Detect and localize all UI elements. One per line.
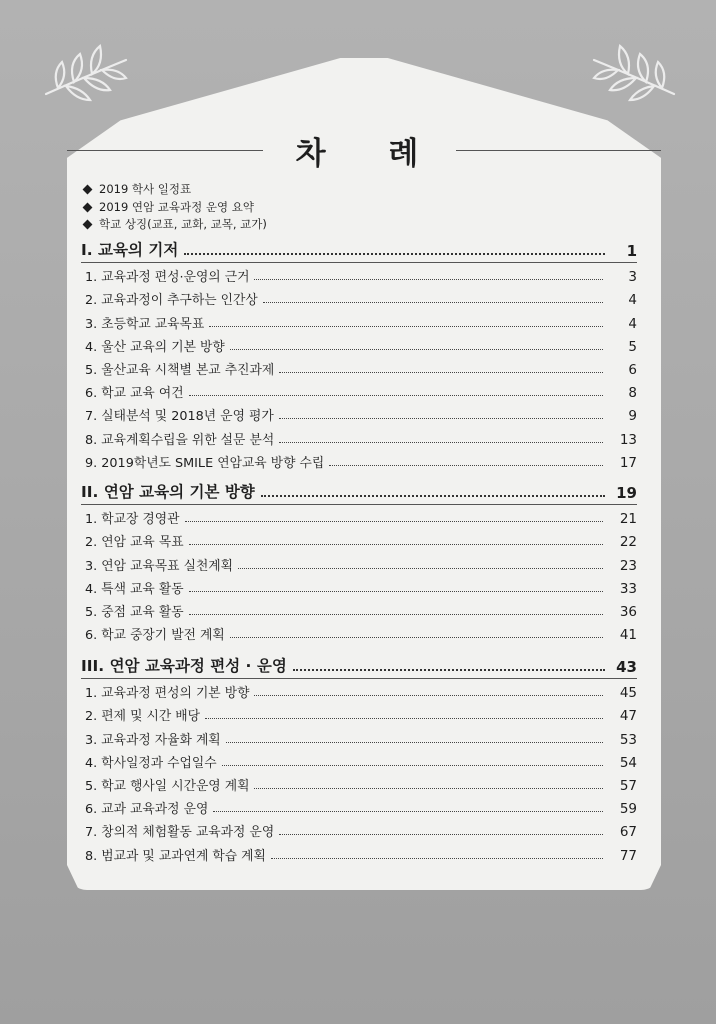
toc-entry[interactable] (85, 262, 637, 285)
entry-page-number: 6 (628, 361, 637, 378)
page-title: 차 례 (295, 136, 445, 172)
entry-label: 9. 2019학년도 SMILE 연암교육 방향 수립 (85, 455, 325, 471)
section-2-entries (85, 504, 637, 643)
dot-leader (329, 465, 603, 466)
section-heading-2[interactable] (81, 480, 637, 502)
toc-entry[interactable] (85, 724, 637, 747)
toc-entry[interactable] (85, 332, 637, 355)
entry-label: 3. 초등학교 교육목표 (85, 316, 205, 332)
entry-label: 4. 울산 교육의 기본 방향 (85, 339, 225, 355)
toc-entry[interactable] (85, 550, 637, 573)
section-3-entries (85, 678, 637, 864)
entry-label: 1. 교육과정 편성·운영의 근거 (85, 270, 250, 286)
preface-item[interactable] (81, 181, 267, 199)
section-heading-1[interactable] (81, 238, 637, 260)
preface-item[interactable] (81, 199, 267, 217)
dot-leader (261, 495, 605, 497)
entry-label: 4. 특색 교육 활동 (85, 581, 184, 597)
toc-entry[interactable] (85, 701, 637, 724)
dot-leader (184, 253, 605, 255)
entry-page-number: 54 (619, 754, 637, 771)
entry-page-number: 77 (619, 847, 637, 864)
section-page-number: 1 (626, 242, 637, 260)
section-heading-label: III. 연암 교육과정 편성 · 운영 (81, 657, 287, 675)
dot-leader (279, 372, 603, 373)
dot-leader (230, 349, 603, 350)
section-page-number: 43 (616, 658, 637, 676)
entry-page-number: 41 (619, 627, 637, 644)
entry-page-number: 53 (619, 731, 637, 748)
dot-leader (222, 765, 603, 766)
dot-leader (205, 718, 603, 719)
entry-page-number: 45 (619, 685, 637, 702)
dot-leader (238, 568, 603, 569)
entry-label: 2. 연암 교육 목표 (85, 535, 184, 551)
dot-leader (254, 695, 603, 696)
toc-entry[interactable] (85, 448, 637, 471)
entry-page-number: 59 (619, 801, 637, 818)
toc-entry[interactable] (85, 817, 637, 840)
dot-leader (189, 544, 603, 545)
entry-label: 1. 교육과정 편성의 기본 방향 (85, 686, 250, 702)
entry-page-number: 36 (619, 603, 637, 620)
entry-page-number: 22 (619, 534, 637, 551)
entry-page-number: 67 (619, 824, 637, 841)
dot-leader (185, 521, 603, 522)
entry-label: 3. 연암 교육목표 실천계획 (85, 558, 234, 574)
toc-entry[interactable] (85, 574, 637, 597)
entry-label: 5. 학교 행사일 시간운영 계획 (85, 778, 250, 794)
entry-page-number: 21 (619, 511, 637, 528)
dot-leader (279, 418, 603, 419)
entry-page-number: 8 (628, 385, 637, 402)
leaf-ornament-icon (40, 38, 130, 108)
dot-leader (226, 742, 603, 743)
dot-leader (279, 834, 603, 835)
preface-item-label: 2019 학사 일정표 (99, 182, 192, 196)
entry-label: 6. 학교 중장기 발전 계획 (85, 628, 225, 644)
dot-leader (230, 637, 603, 638)
toc-entry[interactable] (85, 424, 637, 447)
diamond-bullet-icon (83, 202, 93, 212)
toc-entry[interactable] (85, 794, 637, 817)
leaf-ornament-icon (590, 38, 680, 108)
toc-entry[interactable] (85, 527, 637, 550)
entry-page-number: 17 (619, 454, 637, 471)
dot-leader (189, 591, 603, 592)
section-heading-3[interactable] (81, 654, 637, 676)
entry-label: 5. 울산교육 시책별 본교 추진과제 (85, 362, 275, 378)
diamond-bullet-icon (83, 220, 93, 230)
toc-entry[interactable] (85, 771, 637, 794)
dot-leader (263, 302, 603, 303)
preface-list (81, 181, 267, 234)
toc-entry[interactable] (85, 378, 637, 401)
toc-entry[interactable] (85, 285, 637, 308)
entry-label: 8. 범교과 및 교과연계 학습 계획 (85, 848, 266, 864)
entry-label: 3. 교육과정 자율화 계획 (85, 732, 221, 748)
section-heading-label: II. 연암 교육의 기본 방향 (81, 483, 255, 501)
entry-page-number: 5 (628, 338, 637, 355)
entry-label: 1. 학교장 경영관 (85, 512, 180, 528)
entry-page-number: 9 (628, 408, 637, 425)
toc-entry[interactable] (85, 678, 637, 701)
toc-entry[interactable] (85, 597, 637, 620)
section-page-number: 19 (616, 484, 637, 502)
entry-page-number: 23 (619, 557, 637, 574)
section-1-entries (85, 262, 637, 471)
entry-page-number: 33 (619, 580, 637, 597)
dot-leader (209, 326, 603, 327)
entry-label: 7. 창의적 체험활동 교육과정 운영 (85, 825, 275, 841)
toc-entry[interactable] (85, 620, 637, 643)
preface-item[interactable] (81, 216, 267, 234)
section-heading-label: I. 교육의 기저 (81, 241, 179, 259)
entry-label: 4. 학사일정과 수업일수 (85, 755, 217, 771)
dot-leader (254, 788, 603, 789)
dot-leader (279, 442, 603, 443)
dot-leader (293, 669, 605, 671)
toc-entry[interactable] (85, 308, 637, 331)
entry-label: 6. 학교 교육 여건 (85, 386, 184, 402)
entry-page-number: 57 (619, 777, 637, 794)
preface-item-label: 2019 연암 교육과정 운영 요약 (99, 199, 254, 214)
entry-page-number: 3 (628, 269, 637, 286)
dot-leader (254, 279, 603, 280)
entry-label: 6. 교과 교육과정 운영 (85, 802, 209, 818)
preface-item-label: 학교 상징(교표, 교화, 교목, 교가) (99, 217, 267, 231)
toc-entry[interactable] (85, 840, 637, 863)
toc-entry[interactable] (85, 504, 637, 527)
entry-page-number: 4 (628, 292, 637, 309)
toc-entry[interactable] (85, 401, 637, 424)
entry-page-number: 4 (628, 315, 637, 332)
entry-label: 7. 실태분석 및 2018년 운영 평가 (85, 409, 274, 425)
entry-label: 8. 교육계획수립을 위한 설문 분석 (85, 432, 275, 448)
dot-leader (271, 858, 603, 859)
diamond-bullet-icon (83, 185, 93, 195)
toc-entry[interactable] (85, 748, 637, 771)
toc-entry[interactable] (85, 355, 637, 378)
entry-label: 5. 중점 교육 활동 (85, 604, 184, 620)
dot-leader (189, 395, 603, 396)
entry-page-number: 47 (619, 708, 637, 725)
entry-page-number: 13 (619, 431, 637, 448)
dot-leader (189, 614, 603, 615)
entry-label: 2. 편제 및 시간 배당 (85, 709, 201, 725)
dot-leader (213, 811, 603, 812)
entry-label: 2. 교육과정이 추구하는 인간상 (85, 293, 258, 309)
